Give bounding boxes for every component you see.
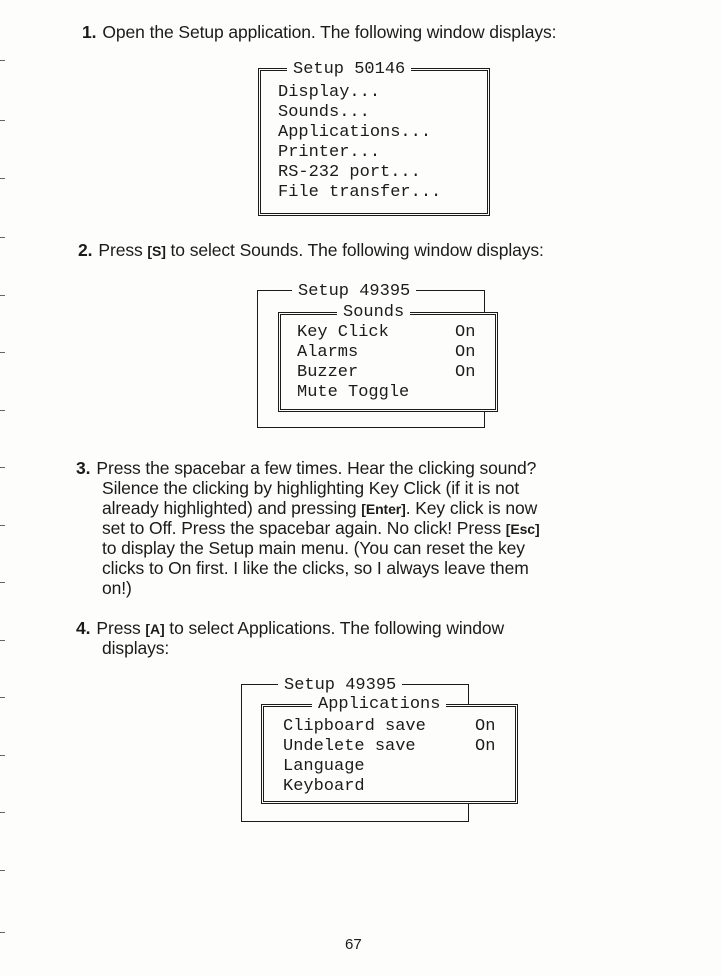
scan-mark	[0, 467, 5, 468]
step-text-line: clicks to On first. I like the clicks, so I always leave them	[102, 558, 529, 578]
option-value: On	[455, 343, 476, 362]
scan-mark	[0, 60, 5, 61]
option-label: Language	[283, 757, 365, 776]
step-text-line: set to Off. Press the spacebar again. No click! Press	[102, 518, 506, 538]
option-label: Buzzer	[297, 363, 359, 382]
scan-mark	[0, 697, 5, 698]
key-enter: [Enter]	[361, 501, 406, 517]
option-value: On	[475, 737, 496, 756]
window-title: Setup 49395	[278, 676, 402, 696]
scan-mark	[0, 870, 5, 871]
step-3-line	[102, 478, 519, 498]
scan-mark	[0, 120, 5, 121]
step-3	[76, 458, 536, 478]
step-number: 3.	[76, 458, 91, 478]
step-text-post: to select Applications. The following window	[164, 618, 505, 638]
step-2	[78, 240, 544, 261]
step-number: 1.	[82, 22, 97, 42]
option-label: Keyboard	[283, 777, 365, 796]
option-label: Alarms	[297, 343, 359, 362]
menu-item-rs232: RS-232 port...	[278, 163, 421, 182]
scan-mark	[0, 525, 5, 526]
option-label: Clipboard save	[283, 717, 426, 736]
step-text-pre: Press	[98, 240, 148, 260]
step-3-line	[102, 498, 537, 519]
page-number: 67	[345, 936, 362, 953]
scan-mark	[0, 410, 5, 411]
scan-mark	[0, 352, 5, 353]
step-text-line: . Key click is now	[405, 498, 538, 518]
step-number: 4.	[76, 618, 91, 638]
menu-item-applications: Applications...	[278, 123, 432, 142]
step-text-line: Silence the clicking by highlighting Key Click (if it is not	[102, 478, 520, 498]
scan-mark	[0, 812, 5, 813]
menu-item-file-transfer: File transfer...	[278, 183, 442, 202]
window-title: Setup 49395	[292, 282, 416, 302]
step-text-line: displays:	[102, 638, 170, 658]
scan-mark	[0, 295, 5, 296]
step-text-pre: Press	[96, 618, 146, 638]
step-3-line	[102, 578, 132, 598]
step-text-line: on!)	[102, 578, 132, 598]
key-s: [S]	[147, 243, 166, 259]
scan-mark	[0, 932, 5, 933]
step-3-line	[102, 538, 525, 558]
step-1	[82, 22, 556, 42]
scan-mark	[0, 178, 5, 179]
step-3-line	[102, 558, 529, 578]
step-4-line	[102, 638, 169, 658]
step-text-line: Press the spacebar a few times. Hear the clicking sound?	[96, 458, 537, 478]
option-value: On	[475, 717, 496, 736]
option-value: On	[455, 323, 476, 342]
option-label: Mute Toggle	[297, 383, 410, 402]
step-3-line	[102, 518, 540, 539]
applications-window	[261, 695, 518, 804]
menu-item-printer: Printer...	[278, 143, 381, 162]
step-text: Open the Setup application. The following window displays:	[102, 22, 557, 42]
scan-mark	[0, 237, 5, 238]
option-label: Undelete save	[283, 737, 416, 756]
scan-mark	[0, 582, 5, 583]
window-subtitle: Applications	[312, 695, 446, 715]
step-text-line: already highlighted) and pressing	[102, 498, 362, 518]
step-number: 2.	[78, 240, 93, 260]
scan-mark	[0, 640, 5, 641]
key-esc: [Esc]	[505, 521, 540, 537]
menu-item-display: Display...	[278, 83, 381, 102]
step-text-line: to display the Setup main menu. (You can reset the key	[102, 538, 525, 558]
menu-item-sounds: Sounds...	[278, 103, 370, 122]
sounds-window	[278, 303, 498, 412]
setup-main-menu-window	[258, 60, 490, 216]
window-title: Setup 50146	[287, 60, 411, 80]
key-a: [A]	[145, 621, 165, 637]
option-label: Key Click	[297, 323, 389, 342]
step-text-post: to select Sounds. The following window displays:	[165, 240, 544, 260]
scan-mark	[0, 755, 5, 756]
step-4	[76, 618, 504, 639]
option-value: On	[455, 363, 476, 382]
window-subtitle: Sounds	[337, 303, 410, 323]
